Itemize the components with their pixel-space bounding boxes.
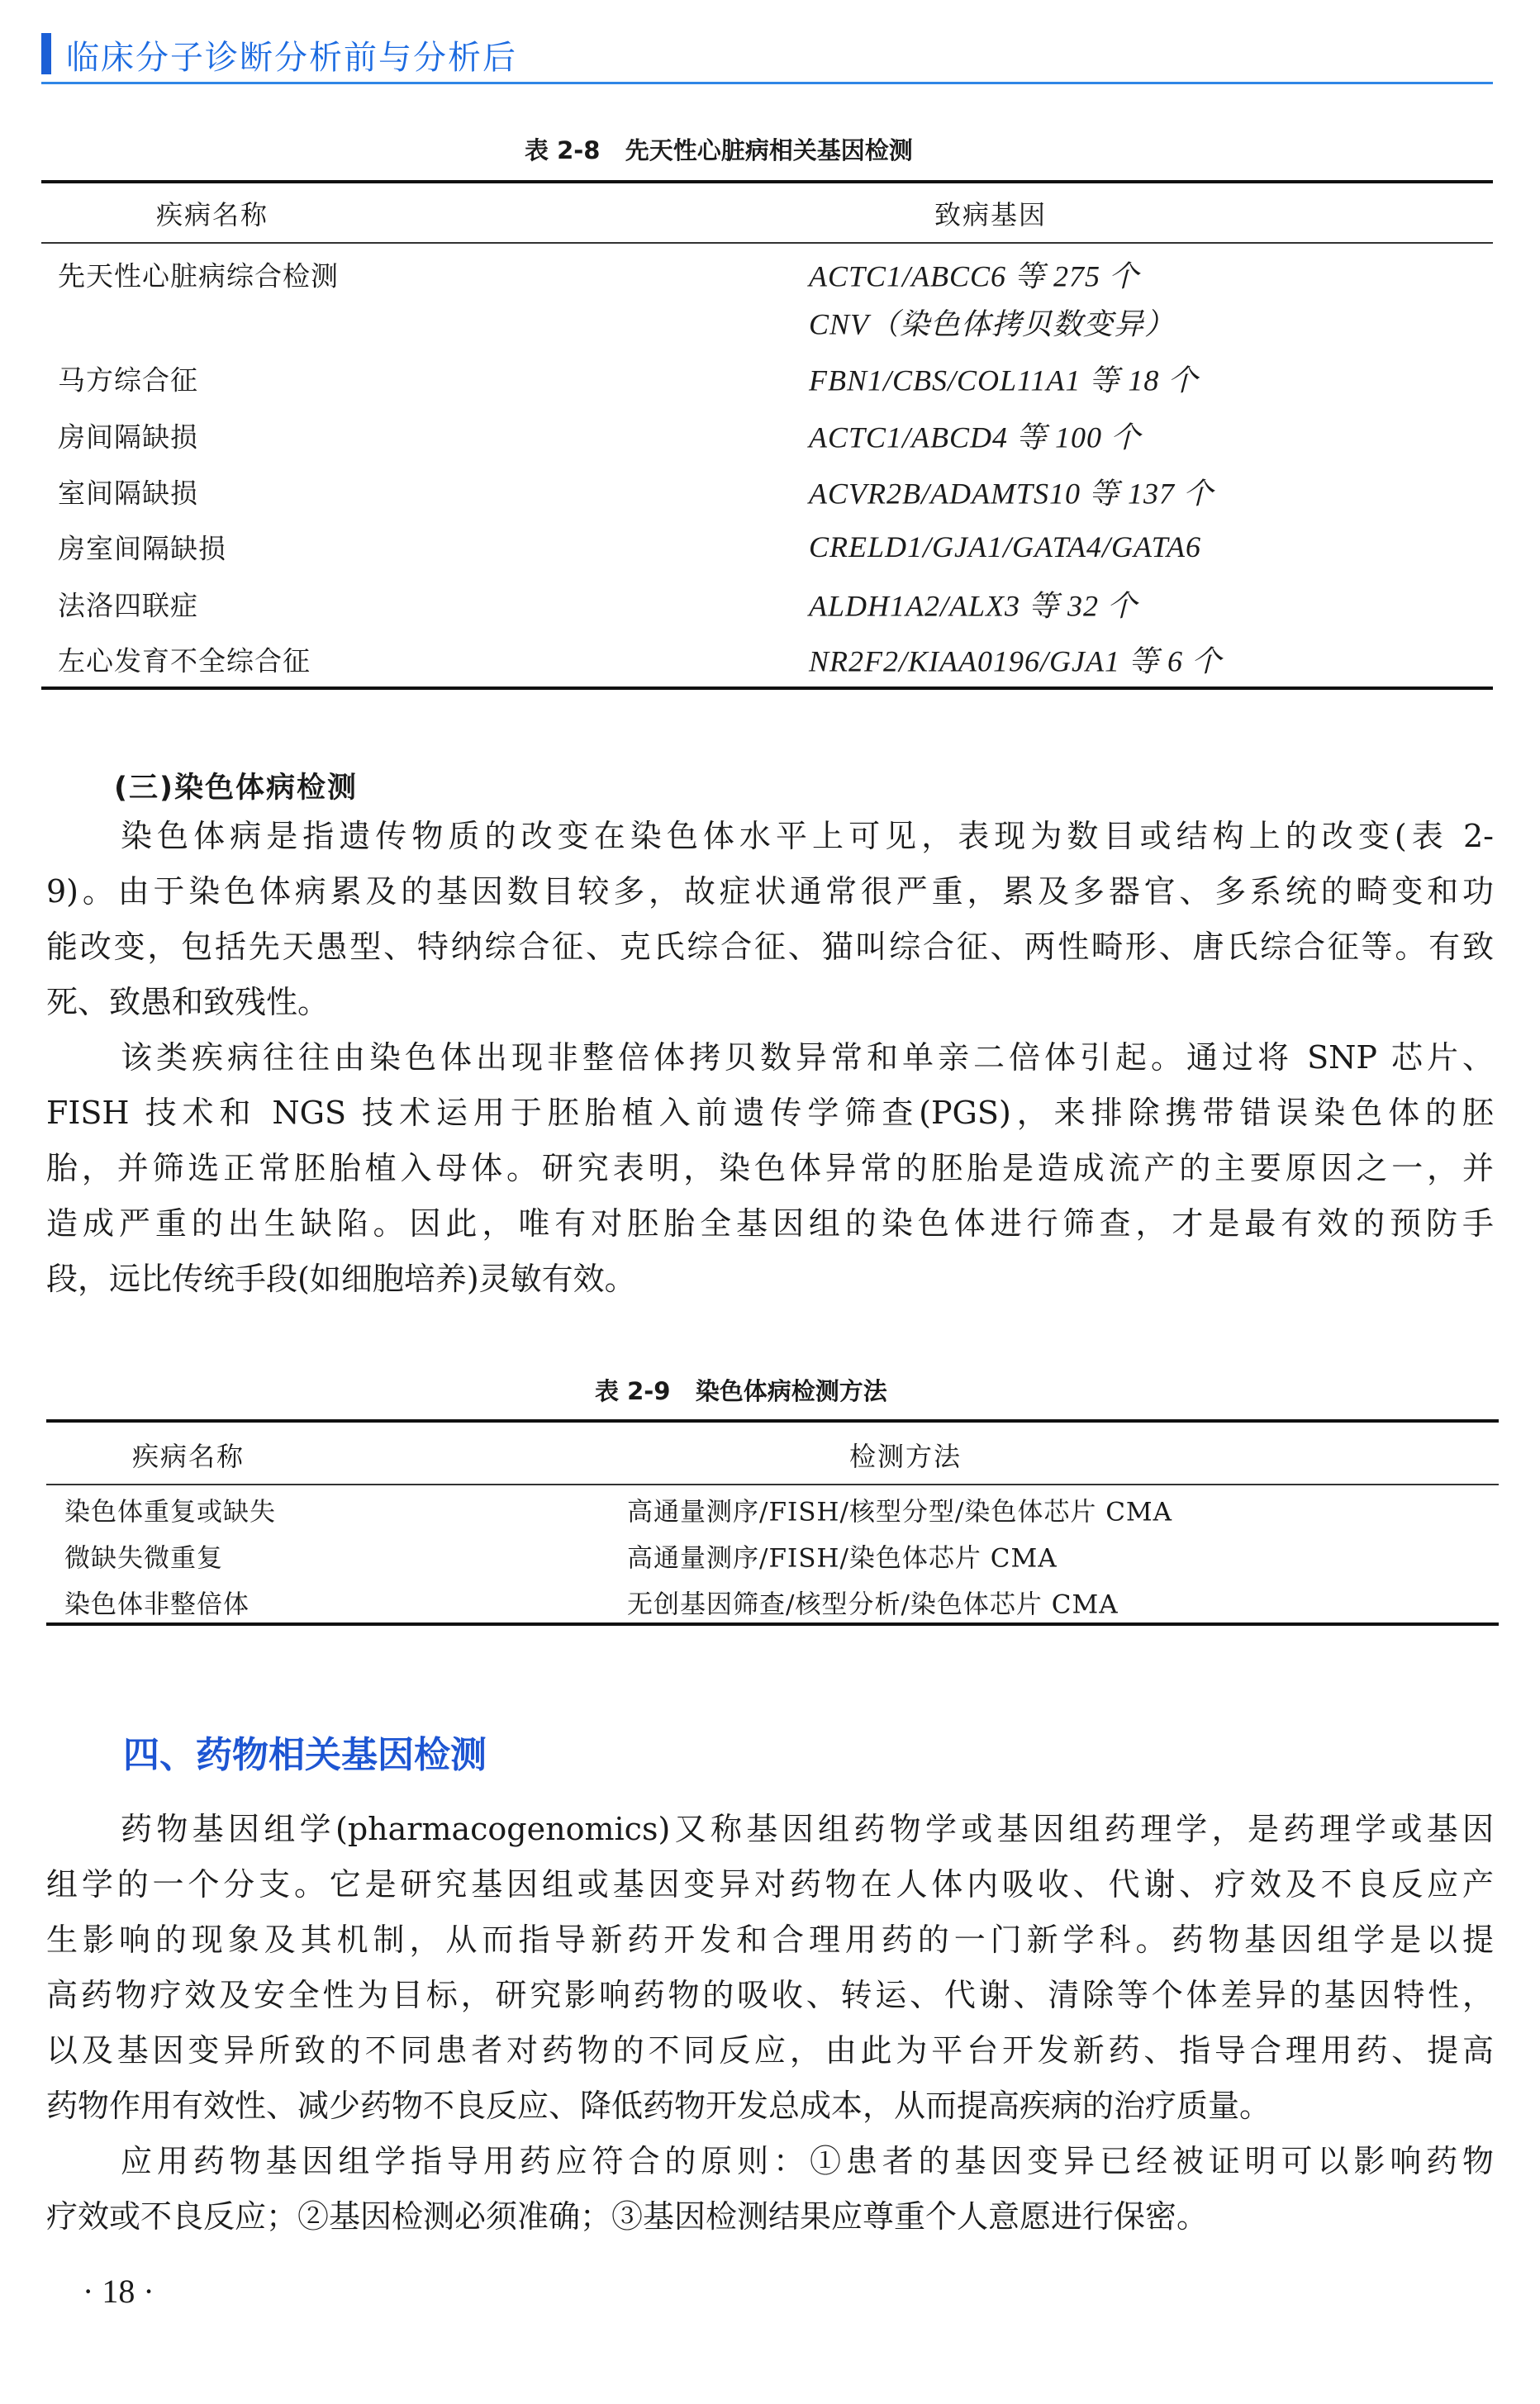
table-2-9-method-cell: 无创基因筛查/核型分析/染色体芯片 CMA xyxy=(627,1589,1119,1620)
table-2-8-header-rule xyxy=(41,242,1493,244)
table-2-8-bottom-rule xyxy=(41,687,1493,690)
table-2-8-header-genes: 致病基因 xyxy=(934,199,1048,230)
table-2-8-disease-cell: 室间隔缺损 xyxy=(58,477,198,510)
paragraph-line: 9)。由于染色体病累及的基因数目较多，故症状通常很严重，累及多器官、多系统的畸变和功 xyxy=(46,873,1494,910)
table-2-8-disease-cell: 马方综合征 xyxy=(58,363,198,397)
paragraph-line: FISH 技术和 NGS 技术运用于胚胎植入前遗传学筛查(PGS)，来排除携带错误染色体的胚 xyxy=(46,1095,1494,1131)
table-2-9-disease-cell: 染色体重复或缺失 xyxy=(64,1497,276,1527)
section-4-heading: 四、药物相关基因检测 xyxy=(123,1734,487,1776)
table-2-8-disease-cell: 左心发育不全综合征 xyxy=(58,644,311,677)
section-3-heading: (三)染色体病检测 xyxy=(114,772,358,805)
paragraph-line: 段，远比传统手段(如细胞培养)灵敏有效。 xyxy=(46,1261,636,1297)
paragraph-line: 胎，并筛选正常胚胎植入母体。研究表明，染色体异常的胚胎是造成流产的主要原因之一，并 xyxy=(46,1150,1494,1186)
paragraph-line: 组学的一个分支。它是研究基因组或基因变异对药物在人体内吸收、代谢、疗效及不良反应产 xyxy=(46,1866,1494,1903)
table-2-8-genes-cell: CRELD1/GJA1/GATA4/GATA6 xyxy=(809,530,1201,563)
paragraph-line: 药物基因组学(pharmacogenomics)又称基因组药物学或基因组药理学，是药理学或基因 xyxy=(121,1811,1494,1847)
table-2-8-genes-cell: NR2F2/KIAA0196/GJA1 等 6 个 xyxy=(809,644,1222,678)
table-2-9-header-method: 检测方法 xyxy=(848,1441,962,1472)
table-2-9-method-cell: 高通量测序/FISH/核型分型/染色体芯片 CMA xyxy=(627,1497,1173,1527)
table-2-8-genes-cell: ACTC1/ABCD4 等 100 个 xyxy=(809,420,1142,454)
paragraph-line: 以及基因变异所致的不同患者对药物的不同反应，由此为平台开发新药、指导合理用药、提高 xyxy=(46,2032,1494,2069)
table-2-8-disease-cell: 法洛四联症 xyxy=(58,589,198,622)
section-3-body xyxy=(46,809,1494,1307)
running-header-title: 临床分子诊断分析前与分析后 xyxy=(66,39,517,77)
paragraph-line: 高药物疗效及安全性为目标，研究影响药物的吸收、转运、代谢、清除等个体差异的基因特性， xyxy=(46,1977,1494,2013)
paragraph-line: 染色体病是指遗传物质的改变在染色体水平上可见，表现为数目或结构上的改变(表 2- xyxy=(121,818,1494,854)
table-2-9-header-disease: 疾病名称 xyxy=(131,1441,245,1472)
table-2-9-disease-cell: 染色体非整倍体 xyxy=(64,1589,250,1620)
table-2-9-method-cell: 高通量测序/FISH/染色体芯片 CMA xyxy=(627,1543,1058,1574)
section-4-body xyxy=(46,1802,1494,2245)
paragraph-line: 应用药物基因组学指导用药应符合的原则：①患者的基因变异已经被证明可以影响药物 xyxy=(121,2143,1494,2179)
table-2-9-header-rule xyxy=(46,1484,1499,1485)
table-2-9-disease-cell: 微缺失微重复 xyxy=(64,1543,223,1574)
table-2-8-genes-cell: CNV（染色体拷贝数变异） xyxy=(809,307,1176,341)
table-2-8-genes-cell: ALDH1A2/ALX3 等 32 个 xyxy=(809,589,1138,623)
table-2-9-caption: 表 2-9 染色体病检测方法 xyxy=(595,1377,887,1405)
paragraph-line: 能改变，包括先天愚型、特纳综合征、克氏综合征、猫叫综合征、两性畸形、唐氏综合征等。有致 xyxy=(46,929,1494,965)
table-2-8-caption: 表 2-8 先天性心脏病相关基因检测 xyxy=(525,136,913,164)
paragraph-line: 药物作用有效性、减少药物不良反应、降低药物开发总成本，从而提高疾病的治疗质量。 xyxy=(46,2088,1271,2124)
header-accent-bar xyxy=(41,33,51,74)
table-2-9-bottom-rule xyxy=(46,1622,1499,1626)
table-2-8-disease-cell: 先天性心脏病综合检测 xyxy=(58,259,339,292)
paragraph-line: 死、致愚和致残性。 xyxy=(46,984,330,1020)
table-2-8-disease-cell: 房间隔缺损 xyxy=(58,420,198,454)
table-2-8-genes-cell: ACTC1/ABCC6 等 275 个 xyxy=(809,259,1140,293)
paragraph-line: 造成严重的出生缺陷。因此，唯有对胚胎全基因组的染色体进行筛查，才是最有效的预防手 xyxy=(46,1205,1494,1242)
table-2-9-top-rule xyxy=(46,1419,1499,1423)
table-2-8-header-disease: 疾病名称 xyxy=(155,199,269,230)
paragraph-line: 该类疾病往往由染色体出现非整倍体拷贝数异常和单亲二倍体引起。通过将 SNP 芯片、 xyxy=(121,1039,1494,1076)
paragraph-line: 疗效或不良反应；②基因检测必须准确；③基因检测结果应尊重个人意愿进行保密。 xyxy=(46,2198,1209,2235)
table-2-8-genes-cell: ACVR2B/ADAMTS10 等 137 个 xyxy=(809,477,1214,511)
table-2-8-genes-cell: FBN1/CBS/COL11A1 等 18 个 xyxy=(809,363,1199,397)
paragraph-line: 生影响的现象及其机制，从而指导新药开发和合理用药的一门新学科。药物基因组学是以提 xyxy=(46,1922,1494,1958)
table-2-8-disease-cell: 房室间隔缺损 xyxy=(58,532,226,565)
header-divider xyxy=(41,82,1493,84)
page-number: · 18 · xyxy=(83,2273,154,2310)
table-2-8-top-rule xyxy=(41,180,1493,183)
